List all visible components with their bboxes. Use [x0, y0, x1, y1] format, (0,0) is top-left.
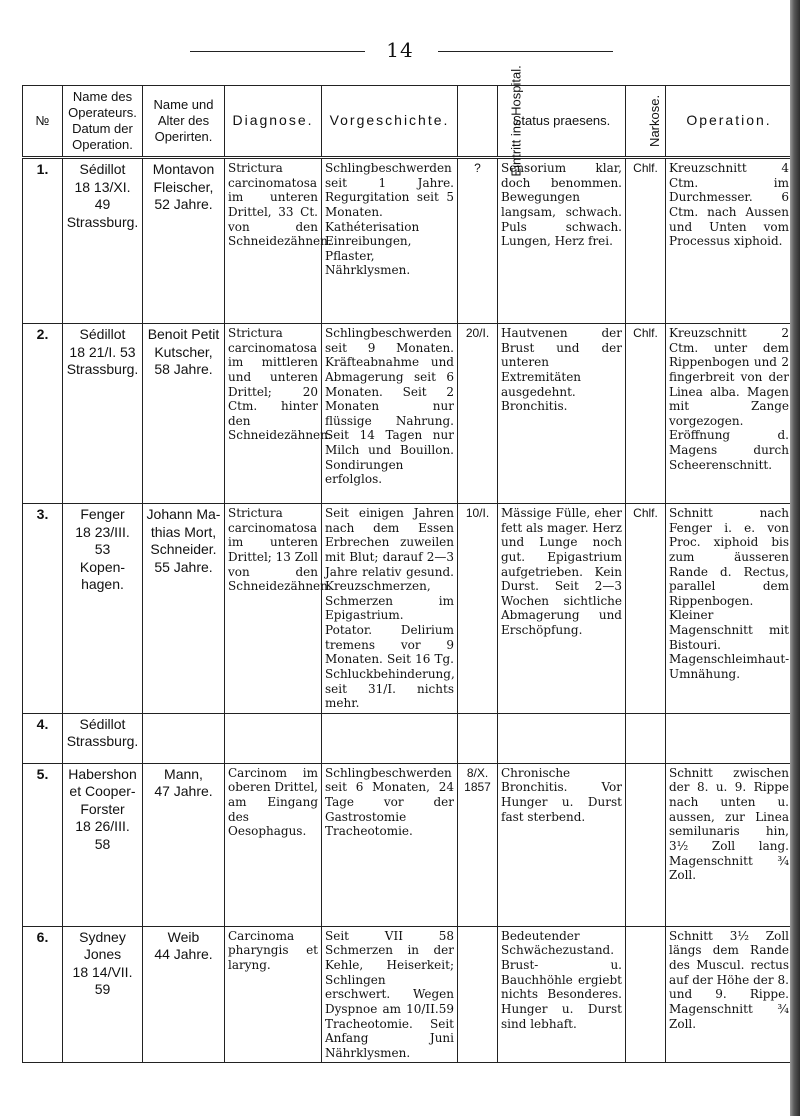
status-cell: Hautvenen der Brust und der unteren Extremitäten ausgedehnt. Bronchitis. — [498, 324, 626, 504]
operator-cell — [63, 158, 143, 324]
patient-cell-line: 52 Jahre. — [154, 196, 213, 212]
diagnose-cell — [225, 713, 322, 763]
operator-cell-line: Sédillot — [79, 161, 126, 177]
header-status: Status praesens. — [498, 86, 626, 158]
patient-cell-line: 58 Jahre. — [154, 361, 213, 377]
header-row — [23, 86, 793, 158]
patient-cell — [143, 713, 225, 763]
patient-cell-line: 47 Jahre. — [154, 783, 213, 800]
operation-cell — [666, 713, 793, 763]
operations-table — [22, 65, 793, 1063]
narkose-cell — [626, 763, 666, 926]
operator-cell-line: Sydney — [79, 928, 126, 945]
status-cell: Bedeutender Schwächezustand. Brust- u. Bauchhöhle ergiebt nichts Besonderes. Hunger u. Durst sind lebhaft. — [498, 926, 626, 1063]
eintritt-cell: 10/I. — [458, 504, 498, 714]
page-number: 14 — [386, 38, 414, 62]
header-diagnose: Diagnose. — [225, 86, 322, 158]
narkose-cell: Chlf. — [626, 158, 666, 324]
patient-cell-line: Kutscher, — [154, 343, 213, 360]
operator-cell-line: Habershon — [68, 765, 137, 782]
eintritt-cell — [458, 713, 498, 763]
operation-cell: Kreuzschnitt 4 Ctm. im Durchmesser. 6 Ctm. nach Aussen und Unten vom Processus xiphoid. — [666, 158, 793, 324]
table-row — [23, 713, 793, 763]
header-operator: Name des Operateurs. Datum der Operation. — [63, 86, 143, 158]
patient-cell-line: Schneider. — [150, 541, 217, 557]
operator-cell — [63, 504, 143, 714]
patient-cell-line: Mann, — [164, 765, 203, 782]
header-eintritt-label: Eintritt ins Hospital. — [508, 65, 524, 177]
patient-cell — [143, 324, 225, 504]
header-vorgeschichte: Vorgeschichte. — [322, 86, 458, 158]
narkose-cell — [626, 713, 666, 763]
operation-cell: Kreuzschnitt 2 Ctm. unter dem Rippenbogen und 2 fingerbreit von der Linea alba. Magen mit Zange vorgezogen. Eröffnung d. Magens durch Scheerenschnitt. — [666, 324, 793, 504]
operator-cell-line: hagen. — [81, 576, 124, 592]
patient-cell-line: Fleischer, — [153, 178, 214, 195]
vorgeschichte-cell: Seit einigen Jahren nach dem Essen Erbrechen zuweilen mit Blut; darauf 2—3 Jahre relativ gesund. Kreuzschmerzen, Schmerzen im Epigastrium. Potator. Delirium tremens vor 9 Monaten. Seit 16 Tg. Schluckbehinderung, seit 31/I. nichts mehr. — [322, 504, 458, 714]
operation-cell: Schnitt zwischen der 8. u. 9. Rippe nach unten u. aussen, zur Linea semilunaris hin, 3½ Zoll lang. Magenschnitt ¾ Zoll. — [666, 763, 793, 926]
operator-cell-line: Strassburg. — [66, 213, 139, 230]
header-rule-right — [438, 51, 613, 52]
operator-cell-line: Sédillot — [79, 715, 126, 732]
operator-cell-line: 18 13/XI. 49 — [74, 178, 131, 212]
status-cell — [498, 713, 626, 763]
vorgeschichte-cell — [322, 713, 458, 763]
eintritt-cell: ? — [458, 158, 498, 324]
table-row — [23, 324, 793, 504]
table-row — [23, 763, 793, 926]
eintritt-cell: 8/X. 1857 — [458, 763, 498, 926]
operator-cell — [63, 763, 143, 926]
diagnose-cell: Carcinoma pharyngis et laryng. — [225, 926, 322, 1063]
diagnose-cell: Strictura carcinomatosa im unteren Drittel; 13 Zoll von den Schneidezähnen. — [225, 504, 322, 714]
diagnose-cell: Carcinom im oberen Drittel, am Eingang des Oesophagus. — [225, 763, 322, 926]
operator-cell-line: 18 23/III. 53 — [75, 523, 130, 557]
operator-cell-line: et Cooper- — [69, 783, 136, 800]
patient-cell-line: 44 Jahre. — [154, 946, 213, 963]
patient-cell-line: Weib — [167, 928, 200, 945]
operator-cell-line: 18 21/I. 53 — [69, 343, 136, 360]
table-row — [23, 926, 793, 1063]
patient-cell-line: Montavon — [152, 161, 215, 177]
table-row — [23, 504, 793, 714]
operator-cell-line: Strassburg. — [66, 733, 139, 750]
diagnose-cell: Strictura carcinomatosa im unteren Drittel, 33 Ct. von den Schneidezähnen. — [225, 158, 322, 324]
patient-cell — [143, 158, 225, 324]
eintritt-cell: 20/I. — [458, 324, 498, 504]
header-operation: Operation. — [666, 86, 793, 158]
patient-cell-line: Benoit Petit — [147, 326, 220, 342]
patient-cell-line: Johann Ma- — [146, 506, 221, 522]
patient-cell-line: 55 Jahre. — [154, 558, 213, 575]
status-cell: Chronische Bronchitis. Vor Hunger u. Durst fast sterbend. — [498, 763, 626, 926]
status-cell: Sensorium klar, doch benommen. Bewegungen langsam, schwach. Puls schwach. Lungen, Herz frei. — [498, 158, 626, 324]
header-eintritt — [458, 65, 524, 177]
operator-cell-line: Kopen- — [79, 558, 126, 575]
operator-cell-line: 18 26/III. 58 — [75, 818, 130, 852]
operator-cell-line: Fenger — [80, 506, 125, 522]
header-narkose-label: Narkose. — [647, 94, 663, 148]
narkose-cell: Chlf. — [626, 324, 666, 504]
patient-cell-line: thias Mort, — [150, 523, 217, 540]
operation-cell: Schnitt 3½ Zoll längs dem Rande des Muscul. rectus auf der Höhe der 8. und 9. Rippe. Magenschnitt ¾ Zoll. — [666, 926, 793, 1063]
row-number: 2. — [23, 324, 63, 504]
row-number: 4. — [23, 713, 63, 763]
patient-cell — [143, 504, 225, 714]
operator-cell — [63, 926, 143, 1063]
operator-cell-line: Forster — [80, 800, 125, 817]
vorgeschichte-cell: Schlingbeschwerden seit 9 Monaten. Kräfteabnahme und Abmagerung seit 6 Monaten. Seit 2 Monaten nur flüssige Nahrung. Seit 14 Tagen nur Milch und Bouillon. Sondirungen erfolglos. — [322, 324, 458, 504]
row-number: 6. — [23, 926, 63, 1063]
narkose-cell: Chlf. — [626, 504, 666, 714]
vorgeschichte-cell: Seit VII 58 Schmerzen in der Kehle, Heiserkeit; Schlingen erschwert. Wegen Dyspnoe am 10/II.59 Tracheotomie. Seit Anfang Juni Nährklysmen. — [322, 926, 458, 1063]
operation-cell: Schnitt nach Fenger i. e. von Proc. xiphoid bis zum äusseren Rande d. Rectus, parallel dem Rippenbogen. Kleiner Magenschnitt mit Bistouri. Magenschleimhaut-Umnähung. — [666, 504, 793, 714]
header-nr: № — [23, 86, 63, 158]
operator-cell — [63, 713, 143, 763]
header-patient: Name und Alter des Operirten. — [143, 86, 225, 158]
operator-cell — [63, 324, 143, 504]
operator-cell-line: Strassburg. — [66, 361, 139, 377]
patient-cell — [143, 763, 225, 926]
narkose-cell — [626, 926, 666, 1063]
diagnose-cell: Strictura carcinomatosa im mittleren und unteren Drittel; 20 Ctm. hinter den Schneidezähnen. — [225, 324, 322, 504]
row-number: 1. — [23, 158, 63, 324]
patient-cell — [143, 926, 225, 1063]
operator-cell-line: Sédillot — [79, 326, 126, 342]
row-number: 3. — [23, 504, 63, 714]
header-narkose — [626, 86, 666, 158]
operator-cell-line: Jones — [83, 946, 122, 963]
eintritt-cell — [458, 926, 498, 1063]
page-edge-shadow — [790, 0, 800, 1116]
status-cell: Mässige Fülle, eher fett als mager. Herz und Lunge noch gut. Epigastrium aufgetrieben. Kein Durst. Seit 2—3 Wochen sichtliche Abmagerung und Erschöpfung. — [498, 504, 626, 714]
header-rule-left — [190, 51, 365, 52]
vorgeschichte-cell: Schlingbeschwerden seit 6 Monaten, 24 Tage vor der Gastrostomie Tracheotomie. — [322, 763, 458, 926]
row-number: 5. — [23, 763, 63, 926]
table-row — [23, 158, 793, 324]
vorgeschichte-cell: Schlingbeschwerden seit 1 Jahre. Regurgitation seit 5 Monaten. Kathéterisation Einreibungen, Pflaster, Nährklysmen. — [322, 158, 458, 324]
operator-cell-line: 18 14/VII. 59 — [72, 963, 133, 998]
